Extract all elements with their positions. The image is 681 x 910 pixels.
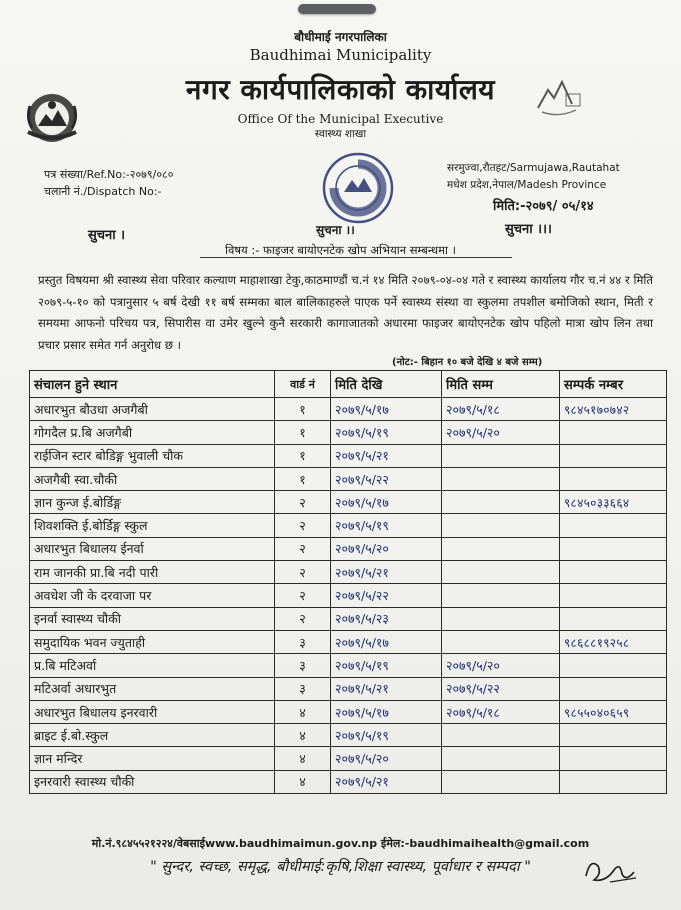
office-title-english: Office Of the Municipal Executive [237, 112, 444, 126]
location-cell: राईजिन स्टार बोडिङ्ग भुवाली चौक [30, 444, 275, 467]
letter-date: मिति:-२०७९/ ०५/१४ [493, 199, 594, 214]
municipal-motto: " सुन्दर, स्वच्छ, समृद्ध, बौधीमाई:कृषि,शिक्षा स्वास्थ्य, पूर्वाधार र सम्पदा " [150, 859, 531, 875]
date-from-cell: २०७९/५/१९ [331, 724, 442, 747]
date-to-cell [442, 630, 560, 653]
date-from-cell: २०७९/५/२१ [331, 444, 442, 467]
location-cell: शिवशक्ति ई.बोर्डिङ्ग स्कुल [30, 514, 275, 537]
subject-line: विषय :- फाइजर बायोएनटेक खोप अभियान सम्बन्धमा । [225, 243, 456, 257]
contact-cell [560, 607, 667, 630]
table-row [30, 421, 667, 444]
date-from-cell: २०७९/५/१७ [331, 630, 442, 653]
ward-cell: ४ [275, 700, 331, 723]
date-from-cell: २०७९/५/२२ [331, 584, 442, 607]
contact-cell [560, 724, 667, 747]
location-cell: राम जानकी प्रा.बि नदी पारी [30, 561, 275, 584]
date-to-cell [442, 491, 560, 514]
ward-cell: १ [275, 398, 331, 421]
subject-underline [200, 257, 512, 258]
municipality-name-english: Baudhimai Municipality [249, 46, 432, 64]
ward-cell: २ [275, 491, 331, 514]
table-row [30, 747, 667, 770]
address-line-2: मधेश प्रदेश,नेपाल/Madesh Province [447, 179, 607, 191]
timing-note: (नोट:- बिहान १० बजे देखि ४ बजे सम्म) [392, 357, 543, 368]
location-cell: अधारभुत बिधालय ईनर्वा [30, 537, 275, 560]
table-row [30, 467, 667, 490]
contact-cell [560, 584, 667, 607]
ward-cell: ४ [275, 724, 331, 747]
table-row [30, 724, 667, 747]
date-to-cell [442, 747, 560, 770]
date-from-cell: २०७९/५/१७ [331, 491, 442, 514]
contact-cell [560, 421, 667, 444]
ward-cell: ४ [275, 770, 331, 793]
column-header-ward: वार्ड नं [275, 371, 331, 398]
table-row [30, 654, 667, 677]
branch-name: स्वास्थ्य शाखा [314, 128, 367, 140]
visit-nepal-logo-icon [532, 74, 586, 120]
location-cell: प्र.बि मटिअर्वा [30, 654, 275, 677]
date-from-cell: २०७९/५/२० [331, 537, 442, 560]
location-cell: ज्ञान मन्दिर [30, 747, 275, 770]
ward-cell: २ [275, 514, 331, 537]
municipal-health-stamp-icon [304, 148, 408, 244]
column-header-contact: सम्पर्क नम्बर [560, 371, 667, 398]
contact-cell: ९८४५१७०७४२ [560, 398, 667, 421]
signature-icon [580, 852, 640, 892]
date-from-cell: २०७९/५/१९ [331, 514, 442, 537]
ward-cell: ३ [275, 677, 331, 700]
notice-body-paragraph: प्रस्तुत विषयमा श्री स्वास्थ्य सेवा परिवार कल्याण माहाशाखा टेकु,काठमाण्डौं च.नं १४ मिति २०७९-०४-०४ गते र स्वास्थ्य कार्यालय गौर च.नं ४४ र मिति २०७९-५-१० को पत्रानुसार ५ बर्ष देखी ११ बर्ष सम्मका बाल बालिकाहरुले पाएक पर्ने स्वास्थ्य संस्था वा स्कुलमा तपशील बमोजिको स्थान, मिती र समयमा आफनो परिचय पत्र, सिपारीस वा उमेर खुल्ने कुनै सरकारी कागाजातको अधारमा फाइजर बायोएनटेक खोप पहिलो मात्रा खोप लिन तथा प्रचार प्रसार समेत गर्न अनुरोध छ । [38, 273, 653, 352]
contact-cell [560, 561, 667, 584]
ward-cell: ३ [275, 630, 331, 653]
date-to-cell: २०७९/५/२० [442, 421, 560, 444]
date-to-cell: २०७९/५/१८ [442, 398, 560, 421]
column-header-date-to: मिति सम्म [442, 371, 560, 398]
column-header-location: संचालन हुने स्थान [30, 371, 275, 398]
ward-cell: २ [275, 561, 331, 584]
table-row [30, 491, 667, 514]
contact-cell [560, 654, 667, 677]
date-to-cell: २०७९/५/२२ [442, 677, 560, 700]
table-row [30, 677, 667, 700]
date-to-cell [442, 607, 560, 630]
table-row [30, 537, 667, 560]
location-cell: गोगदैल प्र.बि अजगैबी [30, 421, 275, 444]
nepal-government-emblem-icon [22, 88, 82, 146]
date-from-cell: २०७९/५/२० [331, 747, 442, 770]
date-to-cell [442, 537, 560, 560]
date-to-cell: २०७९/५/२० [442, 654, 560, 677]
date-to-cell [442, 770, 560, 793]
contact-cell: ९८६८८१९२५८ [560, 630, 667, 653]
ward-cell: १ [275, 467, 331, 490]
date-from-cell: २०७९/५/१९ [331, 421, 442, 444]
contact-cell [560, 537, 667, 560]
reference-number: पत्र संख्या/Ref.No:-२०७९/०८० [44, 168, 174, 181]
contact-cell: ९८४५०३३६६४ [560, 491, 667, 514]
vaccination-schedule-table [29, 370, 667, 794]
dispatch-number: चलानी नं./Dispatch No:- [44, 185, 162, 198]
date-to-cell [442, 584, 560, 607]
contact-cell: ९८५५०४०६५९ [560, 700, 667, 723]
date-to-cell [442, 444, 560, 467]
date-to-cell [442, 467, 560, 490]
contact-cell [560, 677, 667, 700]
ward-cell: ४ [275, 747, 331, 770]
address-line-1: सरमुज्वा,रौतहट/Sarmujawa,Rautahat [447, 162, 620, 174]
date-from-cell: २०७९/५/१७ [331, 700, 442, 723]
municipality-name-nepali: बौधीमाई नगरपालिका [294, 30, 387, 44]
location-cell: मटिअर्वा अधारभुत [30, 677, 275, 700]
office-title-nepali: नगर कार्यपालिकाको कार्यालय [185, 73, 496, 106]
contact-cell [560, 444, 667, 467]
location-cell: अजगैबी स्वा.चौकी [30, 467, 275, 490]
ward-cell: १ [275, 421, 331, 444]
ward-cell: ३ [275, 654, 331, 677]
table-row [30, 561, 667, 584]
column-header-date-from: मिति देखि [331, 371, 442, 398]
table-row [30, 700, 667, 723]
date-from-cell: २०७९/५/२१ [331, 561, 442, 584]
stamp-notice-text: सुचना ।। [316, 223, 355, 237]
paper-clip [298, 4, 376, 14]
table-row [30, 444, 667, 467]
location-cell: इनरवारी स्वास्थ्य चौकी [30, 770, 275, 793]
table-row [30, 514, 667, 537]
date-from-cell: २०७९/५/१७ [331, 398, 442, 421]
date-to-cell [442, 724, 560, 747]
date-from-cell: २०७९/५/२३ [331, 607, 442, 630]
table-row [30, 398, 667, 421]
notice-label-left: सुचना । [88, 228, 126, 243]
table-row [30, 630, 667, 653]
contact-cell [560, 467, 667, 490]
date-from-cell: २०७९/५/२१ [331, 770, 442, 793]
date-from-cell: २०७९/५/२१ [331, 677, 442, 700]
table-row [30, 584, 667, 607]
contact-cell [560, 747, 667, 770]
table-header-row [30, 371, 667, 398]
date-from-cell: २०७९/५/१९ [331, 654, 442, 677]
ward-cell: २ [275, 584, 331, 607]
contact-cell [560, 514, 667, 537]
location-cell: ब्राइट ई.बो.स्कुल [30, 724, 275, 747]
location-cell: अधारभुत बिधालय इनरवारी [30, 700, 275, 723]
date-from-cell: २०७९/५/२२ [331, 467, 442, 490]
table-row [30, 770, 667, 793]
location-cell: अवधेश जी के दरवाजा पर [30, 584, 275, 607]
location-cell: समुदायिक भवन ज्युताही [30, 630, 275, 653]
date-to-cell [442, 514, 560, 537]
notice-label-right: सुचना ।।। [505, 222, 552, 237]
footer-contact-line: मो.नं.९८४५५२१२२४/वेबसाईwww.baudhimaimun.gov.np ईमेल:-baudhimaihealth@gmail.com [91, 837, 590, 850]
ward-cell: २ [275, 537, 331, 560]
location-cell: इनर्वा स्वास्थ्य चौकी [30, 607, 275, 630]
table-row [30, 607, 667, 630]
date-to-cell [442, 561, 560, 584]
ward-cell: १ [275, 444, 331, 467]
contact-cell [560, 770, 667, 793]
location-cell: अधारभुत बौउधा अजगैबी [30, 398, 275, 421]
location-cell: ज्ञान कुन्ज ई.बोर्डिङ्ग [30, 491, 275, 514]
ward-cell: २ [275, 607, 331, 630]
date-to-cell: २०७९/५/१८ [442, 700, 560, 723]
